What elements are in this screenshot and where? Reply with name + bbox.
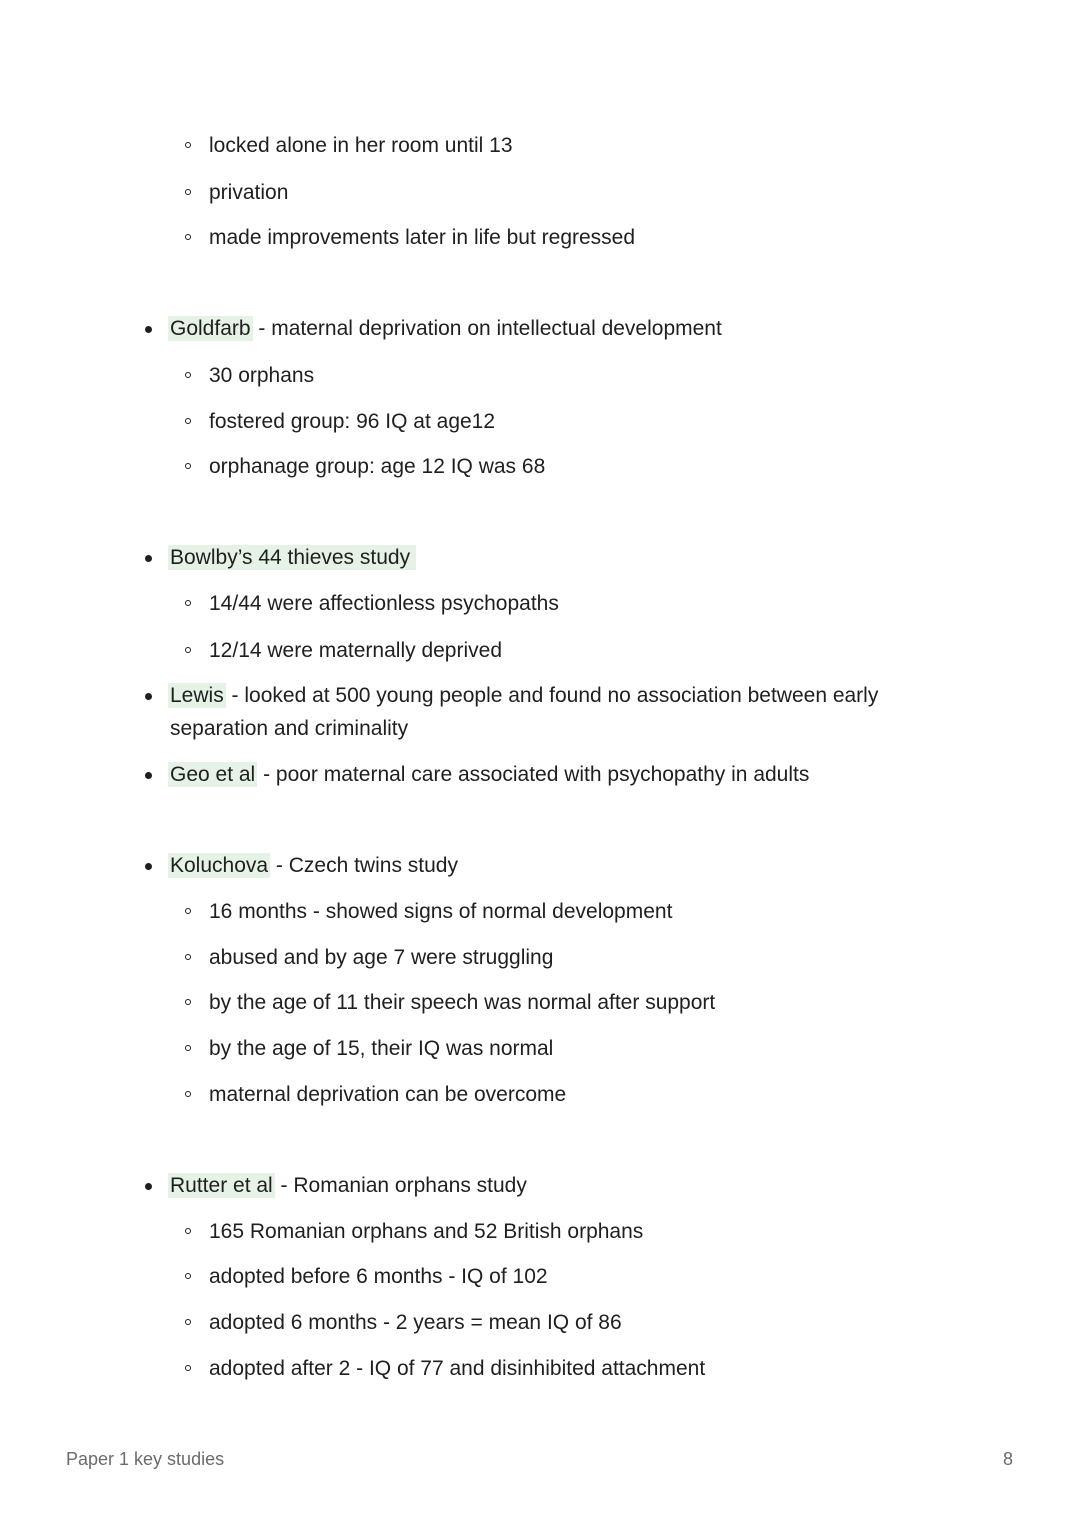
sub-bullet: 16 months - showed signs of normal development <box>209 899 672 925</box>
sub-bullet: 30 orphans <box>209 363 314 389</box>
page-number: 8 <box>1003 1449 1014 1469</box>
sub-bullet: abused and by age 7 were struggling <box>209 945 553 971</box>
sub-bullet: privation <box>209 180 288 206</box>
footer-title: Paper 1 key studies <box>66 1449 225 1469</box>
bullet-circle-icon <box>185 954 191 960</box>
bullet-circle-icon <box>185 418 191 424</box>
sub-bullet: maternal deprivation can be overcome <box>209 1082 566 1108</box>
bullet-circle-icon <box>185 142 191 148</box>
bullet-dot-icon <box>145 555 152 562</box>
bullet-geo: Geo et al - poor maternal care associated with psychopathy in adults <box>170 762 809 788</box>
bullet-koluchova: Koluchova - Czech twins study <box>170 853 458 879</box>
bullet-bowlby <box>170 545 416 571</box>
bullet-dot-icon <box>145 326 152 333</box>
bullet-circle-icon <box>185 600 191 606</box>
study-name: Lewis <box>170 684 224 707</box>
study-name: Bowlby’s 44 thieves study <box>168 545 416 570</box>
bullet-circle-icon <box>185 372 191 378</box>
bullet-continuation: separation and criminality <box>170 717 409 740</box>
bullet-circle-icon <box>185 1045 191 1051</box>
sub-bullet: orphanage group: age 12 IQ was 68 <box>209 454 545 480</box>
sub-bullet: made improvements later in life but regressed <box>209 225 635 251</box>
bullet-lewis: Lewis - looked at 500 young people and found no association between early <box>170 683 878 709</box>
study-name: Rutter et al <box>170 1174 273 1197</box>
bullet-circle-icon <box>185 647 191 653</box>
bullet-rutter: Rutter et al - Romanian orphans study <box>170 1173 527 1199</box>
sub-bullet: fostered group: 96 IQ at age12 <box>209 409 495 435</box>
bullet-circle-icon <box>185 234 191 240</box>
bullet-dot-icon <box>145 1183 152 1190</box>
bullet-circle-icon <box>185 1365 191 1371</box>
bullet-dot-icon <box>145 772 152 779</box>
study-name: Koluchova <box>170 854 269 877</box>
sub-bullet: 14/44 were affectionless psychopaths <box>209 591 559 617</box>
sub-bullet: by the age of 11 their speech was normal after support <box>209 990 715 1016</box>
bullet-circle-icon <box>185 1319 191 1325</box>
bullet-dot-icon <box>145 863 152 870</box>
bullet-circle-icon <box>185 1091 191 1097</box>
bullet-dot-icon <box>145 693 152 700</box>
bullet-circle-icon <box>185 189 191 195</box>
sub-bullet: locked alone in her room until 13 <box>209 133 513 159</box>
sub-bullet: 12/14 were maternally deprived <box>209 638 502 664</box>
sub-bullet: 165 Romanian orphans and 52 British orphans <box>209 1219 643 1245</box>
bullet-circle-icon <box>185 1228 191 1234</box>
study-name: Goldfarb <box>170 317 251 340</box>
sub-bullet: adopted before 6 months - IQ of 102 <box>209 1264 548 1290</box>
sub-bullet: adopted 6 months - 2 years = mean IQ of 86 <box>209 1310 622 1336</box>
bullet-circle-icon <box>185 463 191 469</box>
bullet-circle-icon <box>185 1273 191 1279</box>
bullet-circle-icon <box>185 999 191 1005</box>
bullet-goldfarb: Goldfarb - maternal deprivation on intellectual development <box>170 316 722 342</box>
bullet-circle-icon <box>185 908 191 914</box>
sub-bullet: by the age of 15, their IQ was normal <box>209 1036 553 1062</box>
study-name: Geo et al <box>170 763 256 786</box>
sub-bullet: adopted after 2 - IQ of 77 and disinhibited attachment <box>209 1356 705 1382</box>
